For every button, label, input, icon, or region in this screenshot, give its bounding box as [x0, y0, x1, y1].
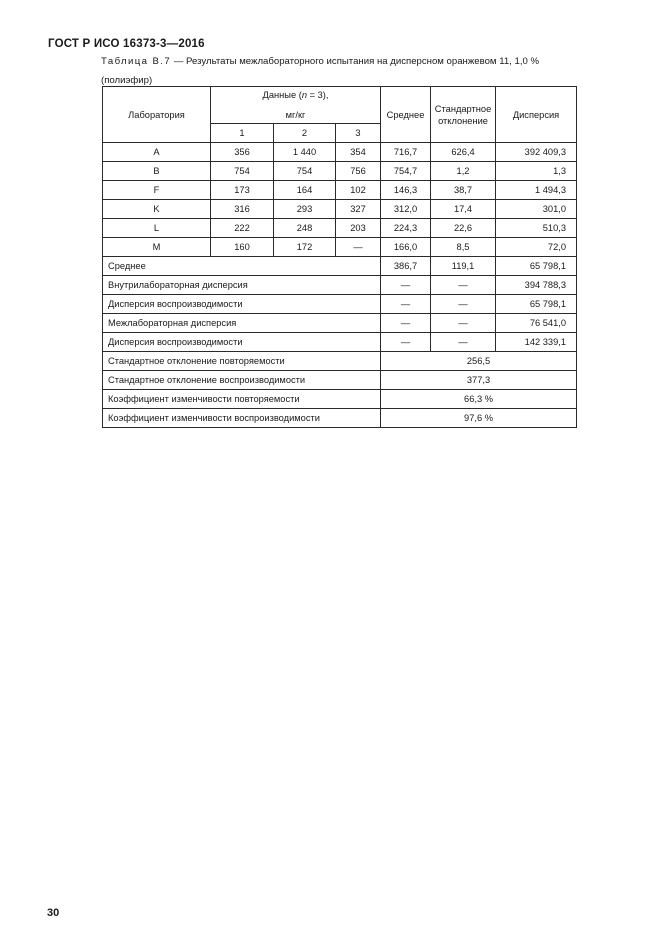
header-repeat-1: 1	[211, 124, 274, 143]
table-row	[103, 238, 577, 257]
caption-label: Таблица В.7	[101, 56, 172, 67]
std-cell: 1,2	[431, 162, 496, 181]
stat-row	[103, 371, 577, 390]
summary-row	[103, 276, 577, 295]
value-cell: 248	[274, 219, 336, 238]
lab-cell: B	[103, 162, 211, 181]
value-cell: 754	[211, 162, 274, 181]
caption-unit: (полиэфир)	[101, 75, 153, 86]
stat-label: Стандартное отклонение воспроизводимости	[103, 371, 381, 390]
lab-cell: F	[103, 181, 211, 200]
value-cell: 160	[211, 238, 274, 257]
value-cell: 102	[336, 181, 381, 200]
header-lab: Лаборатория	[103, 87, 211, 143]
std-cell: 38,7	[431, 181, 496, 200]
var-cell: 72,0	[496, 238, 577, 257]
stat-row	[103, 390, 577, 409]
var-cell: 394 788,3	[496, 276, 577, 295]
value-cell: 1 440	[274, 143, 336, 162]
std-cell: 119,1	[431, 257, 496, 276]
var-cell: 142 339,1	[496, 333, 577, 352]
var-cell: 510,3	[496, 219, 577, 238]
table-row	[103, 200, 577, 219]
header-std: Стандартное отклонение	[431, 87, 496, 143]
header-repeat-2: 2	[274, 124, 336, 143]
value-cell: 293	[274, 200, 336, 219]
value-cell: 754	[274, 162, 336, 181]
header-repeat-3: 3	[336, 124, 381, 143]
stat-label: Стандартное отклонение повторяемости	[103, 352, 381, 371]
stat-row	[103, 352, 577, 371]
std-cell: —	[431, 314, 496, 333]
summary-label: Внутрилабораторная дисперсия	[103, 276, 381, 295]
value-cell: 222	[211, 219, 274, 238]
mean-cell: 754,7	[381, 162, 431, 181]
value-cell: 327	[336, 200, 381, 219]
table-row	[103, 143, 577, 162]
header-data	[211, 87, 381, 124]
mean-cell: 166,0	[381, 238, 431, 257]
std-cell: 17,4	[431, 200, 496, 219]
header-var: Дисперсия	[496, 87, 577, 143]
mean-cell: —	[381, 333, 431, 352]
value-cell: 316	[211, 200, 274, 219]
mean-cell: 386,7	[381, 257, 431, 276]
lab-cell: M	[103, 238, 211, 257]
caption-text: — Результаты межлабораторного испытания на дисперсном оранжевом 11, 1,0 %	[171, 56, 540, 67]
summary-label: Дисперсия воспроизводимости	[103, 333, 381, 352]
stat-value: 256,5	[381, 352, 577, 371]
value-cell: —	[336, 238, 381, 257]
var-cell: 65 798,1	[496, 257, 577, 276]
var-cell: 1 494,3	[496, 181, 577, 200]
lab-cell: A	[103, 143, 211, 162]
mean-cell: —	[381, 295, 431, 314]
table-row	[103, 181, 577, 200]
summary-row	[103, 314, 577, 333]
page-number: 30	[47, 907, 60, 919]
std-cell: —	[431, 276, 496, 295]
var-cell: 392 409,3	[496, 143, 577, 162]
var-cell: 301,0	[496, 200, 577, 219]
value-cell: 164	[274, 181, 336, 200]
table-row	[103, 162, 577, 181]
stat-value: 377,3	[381, 371, 577, 390]
header-mean: Среднее	[381, 87, 431, 143]
lab-cell: K	[103, 200, 211, 219]
results-table	[102, 86, 577, 428]
value-cell: 356	[211, 143, 274, 162]
summary-label: Дисперсия воспроизводимости	[103, 295, 381, 314]
table-caption	[101, 52, 581, 90]
value-cell: 203	[336, 219, 381, 238]
mean-cell: 716,7	[381, 143, 431, 162]
std-cell: 8,5	[431, 238, 496, 257]
mean-cell: —	[381, 314, 431, 333]
header-data-title: Данные (n = 3),	[262, 90, 329, 100]
value-cell: 172	[274, 238, 336, 257]
mean-cell: 224,3	[381, 219, 431, 238]
header-data-unit: мг/кг	[285, 110, 306, 120]
document-header: ГОСТ Р ИСО 16373-3—2016	[48, 38, 205, 50]
stat-label: Коэффициент изменчивости воспроизводимости	[103, 409, 381, 428]
std-cell: 626,4	[431, 143, 496, 162]
var-cell: 76 541,0	[496, 314, 577, 333]
std-cell: —	[431, 295, 496, 314]
value-cell: 756	[336, 162, 381, 181]
stat-row	[103, 409, 577, 428]
mean-cell: 146,3	[381, 181, 431, 200]
mean-cell: 312,0	[381, 200, 431, 219]
table-row	[103, 219, 577, 238]
mean-cell: —	[381, 276, 431, 295]
std-cell: 22,6	[431, 219, 496, 238]
var-cell: 65 798,1	[496, 295, 577, 314]
summary-row	[103, 257, 577, 276]
var-cell: 1,3	[496, 162, 577, 181]
summary-row	[103, 333, 577, 352]
summary-row	[103, 295, 577, 314]
value-cell: 354	[336, 143, 381, 162]
lab-cell: L	[103, 219, 211, 238]
summary-label: Среднее	[103, 257, 381, 276]
stat-value: 66,3 %	[381, 390, 577, 409]
stat-label: Коэффициент изменчивости повторяемости	[103, 390, 381, 409]
stat-value: 97,6 %	[381, 409, 577, 428]
std-cell: —	[431, 333, 496, 352]
summary-label: Межлабораторная дисперсия	[103, 314, 381, 333]
value-cell: 173	[211, 181, 274, 200]
